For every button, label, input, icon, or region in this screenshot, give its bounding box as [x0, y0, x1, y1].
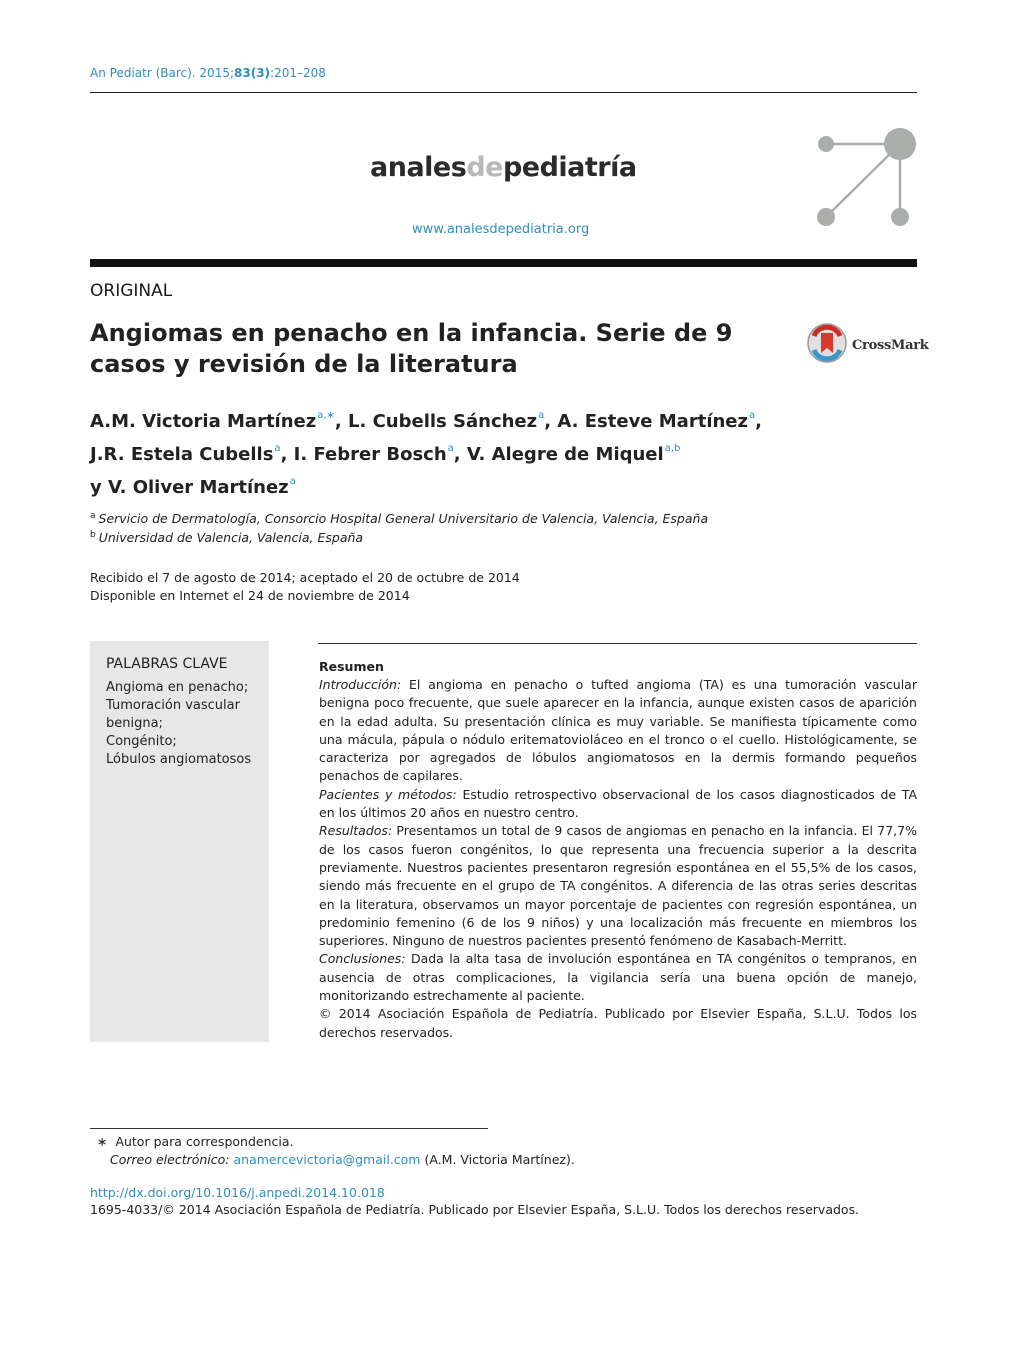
corresponding-footnote: ∗ Autor para correspondencia. Correo electrónico: anamercevictoria@gmail.com (A.M. Victoria Martínez). — [97, 1134, 575, 1167]
header-divider — [90, 92, 917, 93]
abstract-divider — [318, 643, 917, 644]
issn-copyright: 1695-4033/© 2014 Asociación Española de Pediatría. Publicado por Elsevier España, S.L.U. Todos los derechos reservados. — [90, 1202, 860, 1217]
crossmark-label[interactable]: CrossMark — [852, 338, 929, 353]
keyword-item: Lóbulos angiomatosos — [106, 752, 252, 767]
author[interactable]: J.R. Estela Cubells$^a$ — [90, 443, 281, 465]
abstract-introduction: Introducción: El angioma en penacho o tufted angioma (TA) es una tumoración vascular benigna poco frecuente, que suele aparecer en la infancia, aunque existen casos de aparición en la edad adulta. Su presentación clínica es muy variable. Se manifiesta típicamente como una mácula, pápula o nódulo eritematovioláceo en el tronco o el cuello. Histológicamente, se caracteriza por agregados de lóbulos angiomatosos en la dermis formando pequeños penachos de capilares. — [319, 677, 917, 784]
received-date: Recibido el 7 de agosto de 2014; aceptado el 20 de octubre de 2014 — [90, 570, 520, 585]
author[interactable]: V. Alegre de Miquel$^{a,b}$ — [466, 443, 681, 465]
abstract-body — [319, 676, 917, 1042]
keyword-item: Congénito; — [106, 734, 177, 749]
keyword-item: Angioma en penacho; — [106, 680, 249, 695]
doi-link[interactable]: http://dx.doi.org/10.1016/j.anpedi.2014.10.018 — [90, 1185, 385, 1200]
abstract-methods: Pacientes y métodos: Estudio retrospectivo observacional de los casos diagnosticados de TA en los últimos 20 años en nuestro centro. — [319, 786, 917, 821]
author[interactable]: A. Esteve Martínez$^a$ — [557, 410, 756, 432]
author[interactable]: I. Febrer Bosch$^a$ — [293, 443, 454, 465]
available-date: Disponible en Internet el 24 de noviembre de 2014 — [90, 588, 410, 603]
footnote-divider — [90, 1128, 488, 1129]
journal-wordmark: analesdepediatría — [370, 152, 637, 183]
journal-website-link[interactable]: www.analesdepediatria.org — [412, 222, 590, 237]
section-label: ORIGINAL — [90, 281, 173, 301]
abstract-results: Resultados: Presentamos un total de 9 casos de angiomas en penacho en la infancia. El 77,7% de los casos fueron congénitos, lo que representa una frecuencia superior a la descrita previamente. Nuestros pacientes presentaron regresión espontánea en el 55,5% de los casos, siendo más frecuente en el grupo de TA congénitos. A diferencia de las otras series descritas en la literatura, observamos un mayor porcentaje de pacientes con regresión espontánea, un predominio femenino (6 de los 9 niños) y una localización más frecuente en miembros los superiores. Ninguno de nuestros pacientes presentó fenómeno de Kasabach-Merritt. — [319, 823, 917, 949]
author-list: A.M. Victoria Martínez$^{a,∗}$, L. Cubells Sánchez$^a$, A. Esteve Martínez$^a$, J.R. Estela Cubells$^a$, I. Febrer Bosch$^a$, V. Alegre de Miquel$^{a,b}$ y V. Oliver Martínez$^a$ — [90, 410, 762, 498]
journal-network-logo-icon — [806, 122, 926, 232]
email-link[interactable]: anamercevictoria@gmail.com — [233, 1152, 421, 1167]
article-title: Angiomas en penacho en la infancia. Serie de 9 casos y revisión de la literatura — [90, 319, 733, 378]
keywords-list — [106, 679, 266, 769]
affiliation-b: $^b$ Universidad de Valencia, Valencia, España — [90, 530, 364, 545]
author[interactable]: A.M. Victoria Martínez$^{a,∗}$ — [90, 410, 335, 432]
keyword-item: Tumoración vascular benigna; — [106, 698, 240, 731]
abstract-conclusions: Conclusiones: Dada la alta tasa de involución espontánea en TA congénitos o tempranos, en ausencia de otras complicaciones, la vigilancia sería una buena opción de manejo, monitorizando estrechamente al paciente. — [319, 951, 917, 1004]
author[interactable]: y V. Oliver Martínez$^a$ — [90, 476, 296, 498]
journal-citation[interactable]: An Pediatr (Barc). 2015;83(3):201–208 — [90, 66, 326, 80]
abstract-heading: Resumen — [319, 659, 384, 674]
title-divider — [90, 259, 917, 267]
affiliation-a: $^a$ Servicio de Dermatología, Consorcio Hospital General Universitario de Valencia, Valencia, España — [90, 511, 709, 526]
abstract-copyright: © 2014 Asociación Española de Pediatría. Publicado por Elsevier España, S.L.U. Todos los derechos reservados. — [319, 1006, 917, 1040]
keywords-heading: PALABRAS CLAVE — [106, 656, 228, 672]
author[interactable]: L. Cubells Sánchez$^a$ — [348, 410, 545, 432]
